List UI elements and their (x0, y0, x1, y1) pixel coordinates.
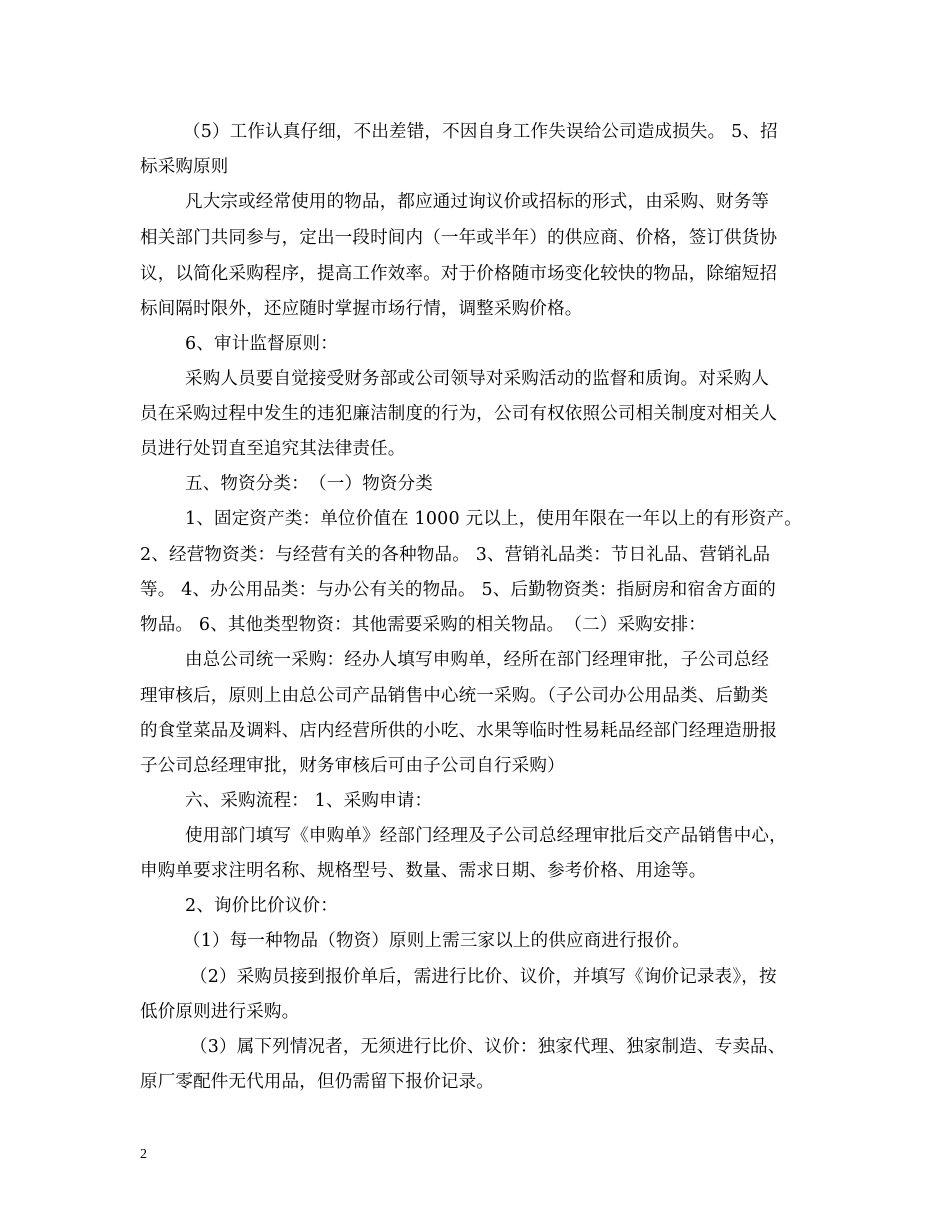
text-line: （3）属下列情况者，无须进行比价、议价：独家代理、独家制造、专卖品、 (190, 1037, 786, 1057)
text-line: 子公司总经理审批，财务审核后可由子公司自行采购） (140, 756, 565, 776)
text-line: 员在采购过程中发生的违犯廉洁制度的行为，公司有权依照公司相关制度对相关人 (140, 404, 778, 424)
text-line: （1）每一种物品（物资）原则上需三家以上的供应商进行报价。 (183, 931, 690, 951)
text-line: 采购人员要自觉接受财务部或公司领导对采购活动的监督和质询。对采购人 (185, 369, 770, 389)
text-line: 使用部门填写《申购单》经部门经理及子公司总经理审批后交产品销售中心， (185, 826, 787, 846)
text-line: 凡大宗或经常使用的物品，都应通过询议价或招标的形式，由采购、财务等 (185, 192, 770, 212)
text-line: 原厂零配件无代用品，但仍需留下报价记录。 (140, 1072, 494, 1092)
text-line: 理审核后，原则上由总公司产品销售中心统一采购。（子公司办公用品类、后勤类 (140, 686, 769, 706)
text-line: 标采购原则 (140, 157, 229, 177)
text-line: 低价原则进行采购。 (140, 1002, 300, 1022)
text-line: 1、固定资产类：单位价值在 1000 元以上，使用年限在一年以上的有形资产。 (185, 509, 802, 529)
text-line: 员进行处罚直至追究其法律责任。 (140, 439, 406, 459)
section-heading: 六、采购流程： 1、采购申请： (185, 791, 433, 811)
text-line: 标间隔时限外，还应随时掌握市场行情，调整采购价格。 (140, 299, 583, 319)
text-line: 2、经营物资类：与经营有关的各种物品。 3、营销礼品类：节日礼品、营销礼品 (140, 545, 771, 565)
text-line: 申购单要求注明名称、规格型号、数量、需求日期、参考价格、用途等。 (140, 861, 707, 881)
page-number: 2 (140, 1147, 147, 1162)
text-line: 等。 4、办公用品类：与办公有关的物品。 5、后勤物资类：指厨房和宿舍方面的 (140, 580, 776, 600)
text-line: 相关部门共同参与，定出一段时间内（一年或半年）的供应商、价格，签订供货协 (140, 228, 778, 248)
text-line: 的食堂菜品及调料、店内经营所供的小吃、水果等临时性易耗品经部门经理造册报 (140, 721, 778, 741)
text-line: （5）工作认真仔细，不出差错，不因自身工作失误给公司造成损失。 5、招 (183, 122, 778, 142)
text-line: （2）采购员接到报价单后，需进行比价、议价，并填写《询价记录表》，按 (190, 967, 777, 987)
text-line: 2、询价比价议价： (185, 896, 338, 916)
text-line: 6、审计监督原则： (185, 334, 338, 354)
text-line: 议，以简化采购程序，提高工作效率。对于价格随市场变化较快的物品，除缩短招 (140, 264, 778, 284)
section-heading: 五、物资分类： （一）物资分类 (185, 474, 433, 494)
text-line: 由总公司统一采购：经办人填写申购单，经所在部门经理审批，子公司总经 (185, 650, 770, 670)
text-line: 物品。 6、其他类型物资：其他需要采购的相关物品。 （二）采购安排： (140, 615, 706, 635)
